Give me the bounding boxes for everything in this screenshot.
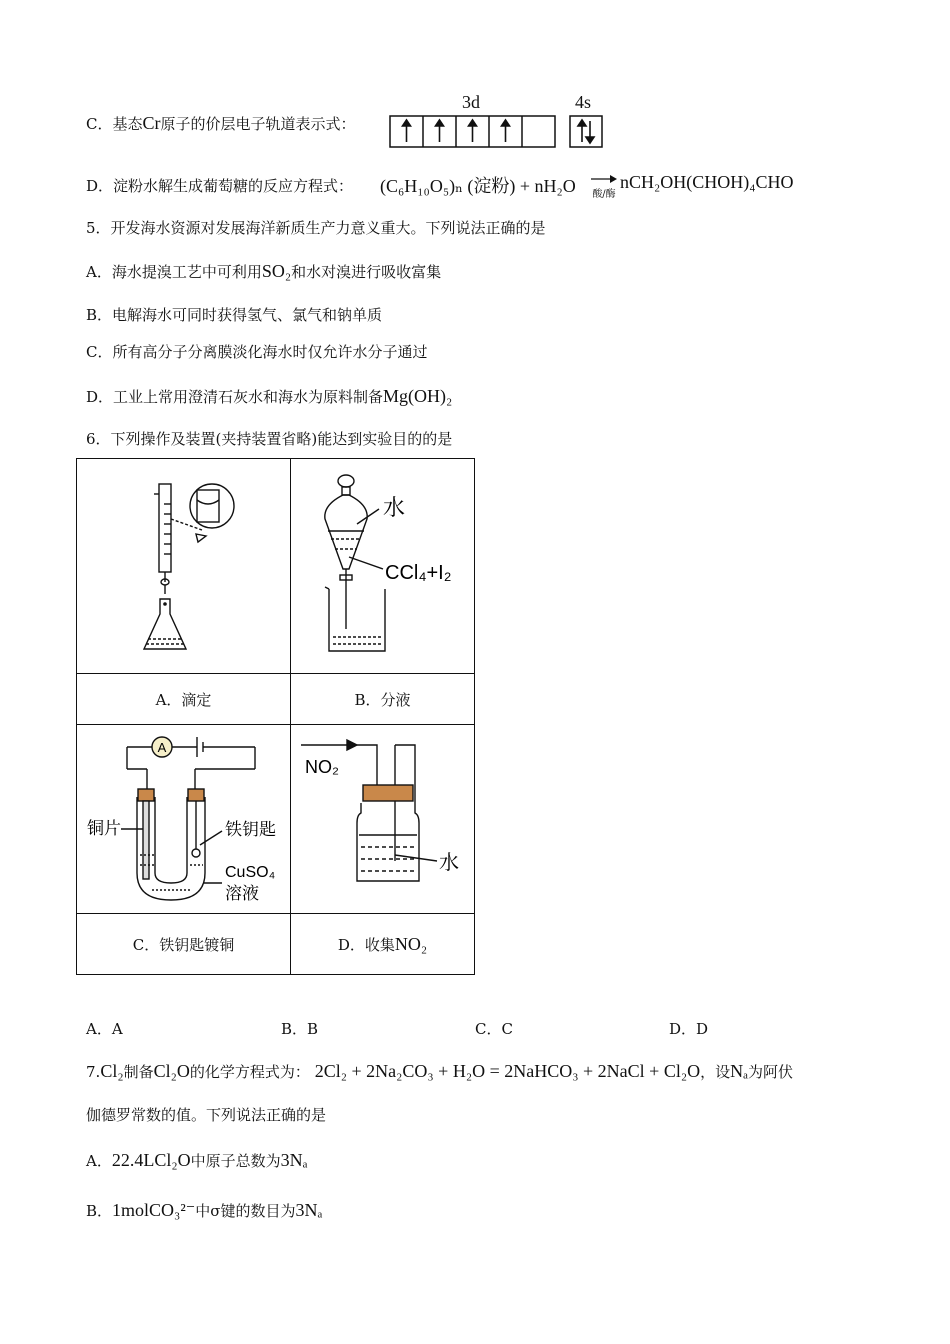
q4-c-cr: Cr	[142, 113, 161, 133]
label-water-b: 水	[383, 495, 406, 520]
q7-a-mid: 中原子总数为	[190, 1152, 281, 1170]
q7-cl2o: Cl₂O	[153, 1061, 190, 1081]
q7-stem-mid2: 的化学方程式为：	[189, 1063, 310, 1081]
q4-c-text: C．基态	[86, 115, 143, 133]
q4-d-equation	[380, 172, 576, 198]
q7-b-value: 3Nₐ	[295, 1200, 323, 1220]
q5-option-c: C．所有高分子分离膜淡化海水时仅允许水分子通过	[86, 343, 428, 361]
label-copper-sheet: 铜片	[87, 819, 121, 838]
cell-c-caption: C．铁钥匙镀铜	[77, 914, 291, 975]
orbital-diagram	[388, 114, 608, 150]
reaction-arrow-icon	[590, 170, 618, 186]
q5-stem: 5．开发海水资源对发展海洋新质生产力意义重大。下列说法正确的是	[86, 219, 546, 237]
q4-c-rest: 原子的价层电子轨道表示式：	[160, 115, 356, 133]
q5-a-formula: SO₂	[261, 261, 292, 281]
q6-option-c: C．C	[475, 1020, 513, 1038]
q5-d-pre: D．工业上常用澄清石灰水和海水为原料制备	[86, 388, 384, 406]
orbital-3d-label: 3d	[462, 92, 480, 112]
cell-a-caption: A．滴定	[77, 674, 291, 725]
q4-d-eq-left: (C₆H₁₀O₅)ₙ (淀粉) + nH₂O	[380, 176, 576, 196]
q5-a-post: 和水对溴进行吸收富集	[291, 263, 442, 281]
q7-equation: 2Cl₂ + 2Na₂CO₃ + H₂O = 2NaHCO₃ + 2NaCl + Cl₂O	[314, 1061, 701, 1081]
q5-option-b: B．电解海水可同时获得氢气、氯气和钠单质	[86, 306, 383, 324]
orbital-4s-label: 4s	[575, 92, 592, 112]
q7-stem-line2: 伽德罗常数的值。下列说法正确的是	[86, 1106, 327, 1124]
q4-d-catalyst: 酸/酶	[592, 189, 616, 200]
q7-b-mid: 中σ键的数目为	[195, 1202, 296, 1220]
q7-a-value: 3Nₐ	[280, 1150, 308, 1170]
q6-stem: 6．下列操作及装置(夹持装置省略)能达到实验目的的是	[86, 430, 453, 448]
q7-a-formula: 22.4LCl₂O	[111, 1150, 191, 1170]
ammeter-icon: A	[157, 740, 167, 755]
titration-apparatus-icon	[84, 464, 284, 664]
q4-d-arrow	[590, 170, 618, 200]
q4-d-text: D．淀粉水解生成葡萄糖的反应方程式：	[86, 177, 354, 195]
electroplating-apparatus-icon	[77, 725, 290, 909]
cell-b-caption: B．分液	[291, 674, 475, 725]
label-iron-key: 铁钥匙	[225, 820, 276, 839]
q4-option-c	[86, 113, 356, 134]
q5-option-d	[86, 386, 452, 407]
q4-option-d	[86, 176, 353, 196]
q7-stem-post: ，设	[700, 1063, 731, 1081]
q7-cl2: Cl₂	[100, 1061, 124, 1081]
label-ccl4-i2: CCl₄+I₂	[385, 562, 452, 584]
q7-option-a	[86, 1150, 308, 1171]
q7-b-pre: B．	[86, 1202, 113, 1220]
q7-stem-end: 为阿伏	[748, 1063, 794, 1081]
cell-d-figure	[291, 725, 475, 914]
q7-stem-pre: 7.	[86, 1063, 101, 1081]
cell-b-figure	[291, 459, 475, 674]
q4-d-eq-right: nCH₂OH(CHOH)₄CHO	[620, 172, 794, 192]
q7-na: Nₐ	[730, 1061, 749, 1081]
q5-d-formula: Mg(OH)₂	[383, 386, 453, 406]
q5-option-a	[86, 261, 441, 282]
cell-c-figure	[77, 725, 291, 914]
cell-d-caption-pre: D．收集	[337, 935, 395, 954]
cell-a-figure	[77, 459, 291, 674]
q7-a-pre: A．	[86, 1152, 112, 1170]
q7-stem-mid: 制备	[123, 1063, 154, 1081]
separatory-funnel-icon	[291, 459, 474, 669]
gas-collection-apparatus-icon	[291, 725, 474, 909]
q6-option-a: A．A	[86, 1020, 123, 1038]
q6-option-b: B．B	[281, 1020, 319, 1038]
q6-option-d: D．D	[669, 1020, 709, 1038]
label-water-d: 水	[439, 852, 459, 874]
cell-d-caption	[291, 914, 475, 975]
label-solution: 溶液	[225, 884, 259, 903]
experiment-table	[76, 458, 475, 975]
q7-b-formula: 1molCO₃²⁻	[112, 1200, 196, 1220]
q7-option-b	[86, 1200, 322, 1221]
label-cuso4: CuSO₄	[225, 864, 276, 881]
q5-a-pre: A．海水提溴工艺中可利用	[86, 263, 262, 281]
label-no2-inlet: NO₂	[305, 757, 339, 777]
q7-stem-line1	[86, 1061, 793, 1082]
cell-d-caption-formula: NO₂	[394, 933, 428, 954]
